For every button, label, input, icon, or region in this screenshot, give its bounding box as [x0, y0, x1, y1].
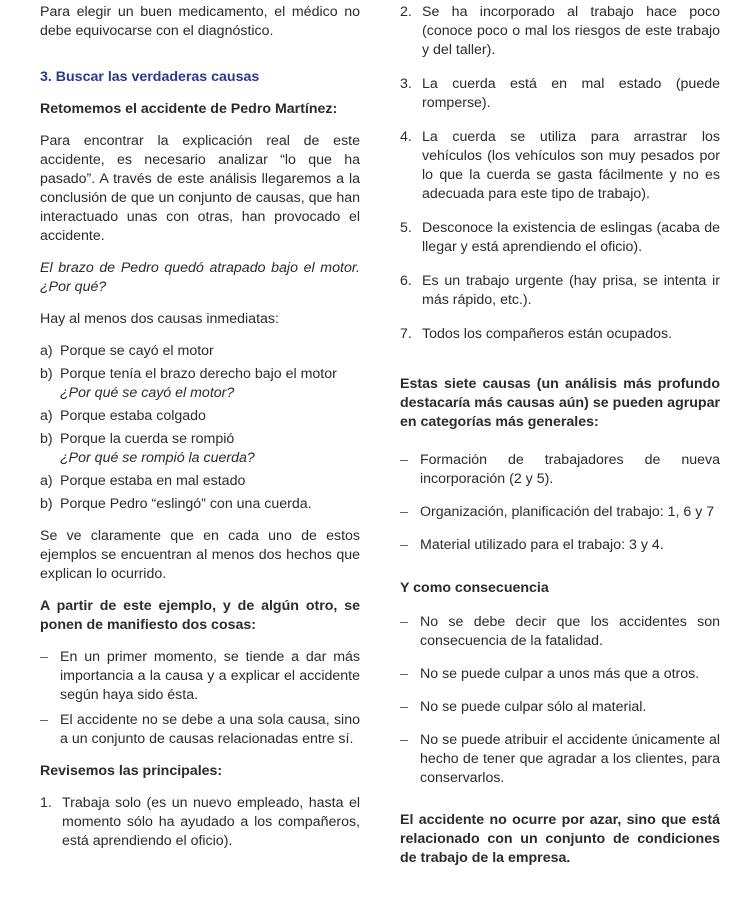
- list-item: [400, 613, 720, 651]
- numbered-item: [400, 219, 720, 257]
- list-item: [40, 342, 360, 361]
- dash-marker: –: [40, 712, 48, 728]
- dash-marker: –: [400, 732, 408, 748]
- dash-marker: –: [400, 504, 408, 520]
- consequence-heading: Y como consecuencia: [400, 580, 549, 596]
- list-item-text: Porque la cuerda se rompió: [60, 431, 235, 447]
- list-item-text: Porque se cayó el motor: [60, 343, 214, 359]
- list-item-text: No se puede culpar sólo al material.: [420, 699, 647, 715]
- right-column: [400, 0, 720, 868]
- cause-chain-list: [40, 342, 360, 514]
- conclusion-paragraph: Se ve claramente que en cada uno de estos ejemplos se encuentran al menos dos hechos que explican lo ocurrido.: [40, 528, 360, 582]
- list-item: [40, 472, 360, 491]
- list-marker: b): [40, 431, 53, 447]
- list-item: [40, 365, 360, 403]
- number-marker: 5.: [400, 220, 412, 236]
- list-item: [400, 698, 720, 717]
- number-marker: 4.: [400, 129, 412, 145]
- list-item: [400, 536, 720, 555]
- list-item: [40, 430, 360, 468]
- list-item-text: Organización, planificación del trabajo: 1, 6 y 7: [420, 504, 715, 520]
- numbered-item: [400, 75, 720, 113]
- list-item-text: Porque estaba colgado: [60, 408, 206, 424]
- numbered-item-text: La cuerda se utiliza para arrastrar los vehículos (los vehículos son muy pesados por lo que la cuerda se gasta fácilmente y no es adecuada para este tipo de trabajo).: [422, 129, 720, 202]
- conclusions-list: [400, 613, 720, 788]
- list-marker: a): [40, 343, 53, 359]
- list-item-question: ¿Por qué se cayó el motor?: [60, 385, 235, 401]
- list-item-text: No se puede atribuir el accidente únicamente al hecho de tener que agradar a los clientes, para conservarlos.: [420, 732, 720, 786]
- numbered-item: [400, 128, 720, 204]
- grouping-paragraph: Estas siete causas (un análisis más profundo destacaría más causas aún) se pueden agrupar en categorías más generales:: [400, 376, 720, 430]
- section-title: 3. Buscar las verdaderas causas: [40, 69, 260, 85]
- list-item: [400, 665, 720, 684]
- list-item-text: Formación de trabajadores de nueva incorporación (2 y 5).: [420, 452, 720, 487]
- numbered-item-text: Se ha incorporado al trabajo hace poco (conoce poco o mal los riesgos de este trabajo y del taller).: [422, 4, 720, 58]
- question-paragraph: El brazo de Pedro quedó atrapado bajo el motor.¿Por qué?: [40, 260, 360, 295]
- numbered-item-text: Es un trabajo urgente (hay prisa, se intenta ir más rápido, etc.).: [422, 273, 720, 308]
- dash-marker: –: [400, 666, 408, 682]
- number-marker: 2.: [400, 4, 412, 20]
- number-marker: 7.: [400, 326, 412, 342]
- list-item-text: Porque Pedro “eslingó” con una cuerda.: [60, 496, 312, 512]
- number-marker: 6.: [400, 273, 412, 289]
- review-heading: Revisemos las principales:: [40, 763, 223, 779]
- list-item: [400, 731, 720, 788]
- list-item-text: No se puede culpar a unos más que a otros.: [420, 666, 700, 682]
- list-item: [400, 503, 720, 522]
- numbered-item-text: Todos los compañeros están ocupados.: [422, 326, 673, 342]
- numbered-item: [40, 794, 360, 851]
- list-item-text: Porque estaba en mal estado: [60, 473, 246, 489]
- immediate-causes-text: Hay al menos dos causas inmediatas:: [40, 311, 279, 327]
- subheading: Retomemos el accidente de Pedro Martínez:: [40, 101, 338, 117]
- analysis-paragraph: Para encontrar la explicación real de este accidente, es necesario analizar “lo que ha pasado”. A través de este análisis llegaremos a la conclusión de que un conjunto de causas, que han interactuado unas con otras, han provocado el accidente.: [40, 133, 360, 244]
- list-item: [40, 407, 360, 426]
- bold-intro: A partir de este ejemplo, y de algún otro, se ponen de manifiesto dos cosas:: [40, 598, 360, 633]
- list-marker: a): [40, 473, 53, 489]
- dash-marker: –: [40, 649, 48, 665]
- list-item-text: El accidente no se debe a una sola causa, sino a un conjunto de causas relacionadas entre sí.: [60, 712, 360, 747]
- numbered-item-text: La cuerda está en mal estado (puede romperse).: [422, 76, 720, 111]
- numbered-item: [400, 3, 720, 60]
- list-item-text: Material utilizado para el trabajo: 3 y 4.: [420, 537, 664, 553]
- dash-marker: –: [400, 699, 408, 715]
- left-column: [40, 0, 360, 851]
- list-item-text: En un primer momento, se tiende a dar más importancia a la causa y a explicar el accidente según haya sido ésta.: [60, 649, 360, 703]
- list-item: [40, 648, 360, 705]
- numbered-item-text: Desconoce la existencia de eslingas (acaba de llegar y está aprendiendo el oficio).: [422, 220, 720, 255]
- numbered-item-text: Trabaja solo (es un nuevo empleado, hasta el momento sólo ha ayudado a los compañeros, está aprendiendo el oficio).: [62, 795, 360, 849]
- list-marker: a): [40, 408, 53, 424]
- categories-list: [400, 451, 720, 555]
- list-marker: b): [40, 366, 53, 382]
- observations-list: [40, 648, 360, 749]
- numbered-item: [400, 325, 720, 344]
- dash-marker: –: [400, 537, 408, 553]
- list-item: [40, 711, 360, 749]
- final-statement: El accidente no ocurre por azar, sino que está relacionado con un conjunto de condiciones de trabajo de la empresa.: [400, 812, 720, 866]
- numbered-item: [400, 272, 720, 310]
- list-item-text: No se debe decir que los accidentes son consecuencia de la fatalidad.: [420, 614, 720, 649]
- list-item-question: ¿Por qué se rompió la cuerda?: [60, 450, 255, 466]
- dash-marker: –: [400, 614, 408, 630]
- list-item-text: Porque tenía el brazo derecho bajo el motor: [60, 366, 337, 382]
- number-marker: 1.: [40, 795, 52, 811]
- list-marker: b): [40, 496, 53, 512]
- dash-marker: –: [400, 452, 408, 468]
- list-item: [400, 451, 720, 489]
- intro-paragraph: Para elegir un buen medicamento, el médico no debe equivocarse con el diagnóstico.: [40, 4, 360, 39]
- number-marker: 3.: [400, 76, 412, 92]
- list-item: [40, 495, 360, 514]
